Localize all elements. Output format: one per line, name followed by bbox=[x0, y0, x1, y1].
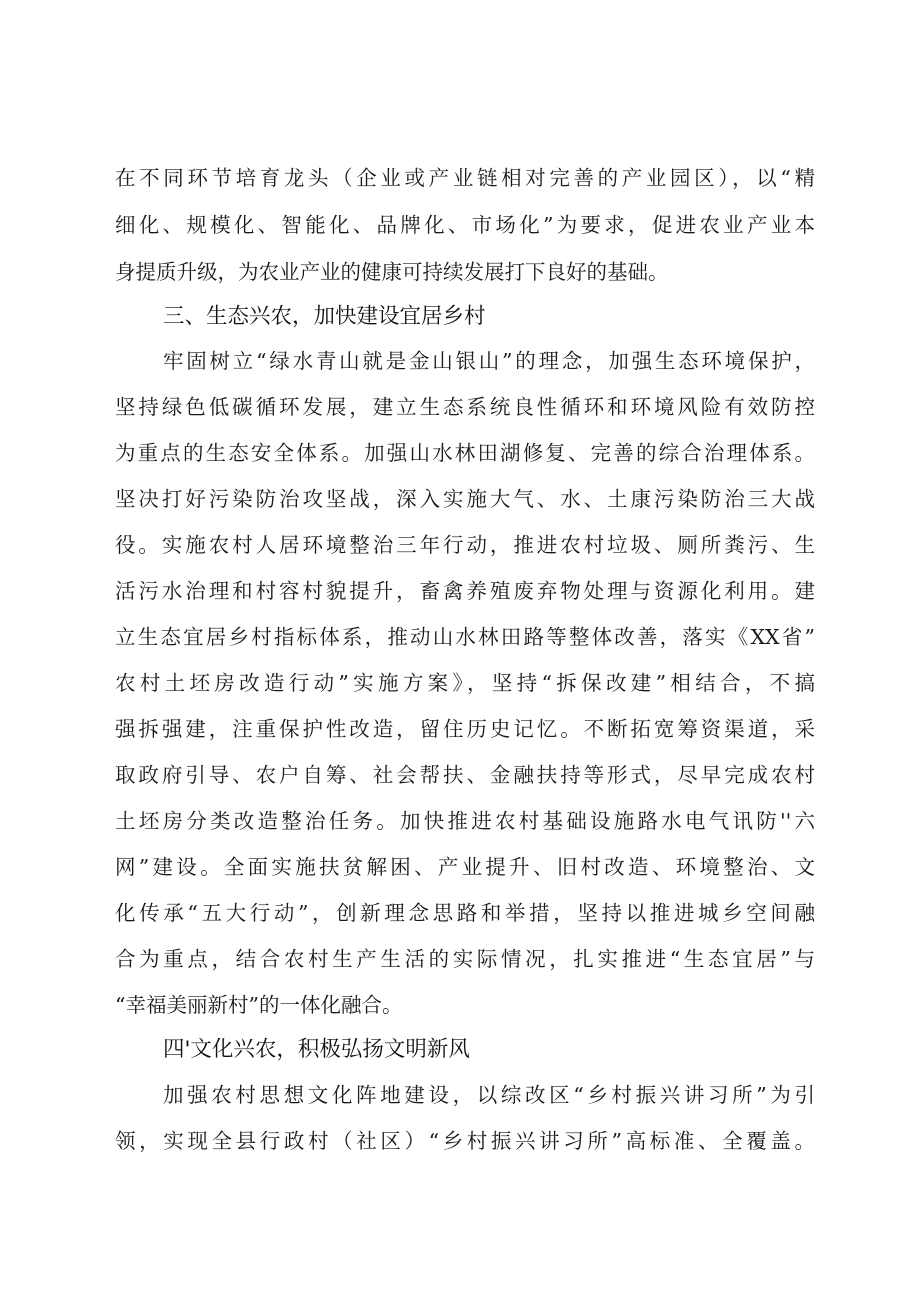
section-heading-3: 三、生态兴农，加快建设宜居乡村 bbox=[163, 304, 486, 329]
body-text-line: 合为重点，结合农村生产生活的实际情况，扎实推进“生态宜居”与 bbox=[115, 947, 815, 971]
body-text-line: 化传承“五大行动”，创新理念思路和举措，坚持以推进城乡空间融 bbox=[115, 901, 815, 925]
body-text-line: 领，实现全县行政村（社区）“乡村振兴讲习所”高标准、全覆盖。 bbox=[115, 1129, 815, 1153]
body-text-line: 土坯房分类改造整治任务。加快推进农村基础设施路水电气讯防''六 bbox=[115, 809, 815, 833]
body-text-line: 取政府引导、农户自筹、社会帮扶、金融扶持等形式，尽早完成农村 bbox=[115, 763, 815, 787]
body-text-line: 立生态宜居乡村指标体系，推动山水林田路等整体改善，落实《XX省” bbox=[115, 625, 815, 649]
body-text-line: 役。实施农村人居环境整治三年行动，推进农村垃圾、厕所粪污、生 bbox=[115, 533, 815, 557]
body-text-line: 牢固树立“绿水青山就是金山银山”的理念，加强生态环境保护， bbox=[163, 349, 815, 373]
body-text-line: 坚持绿色低碳循环发展，建立生态系统良性循环和环境风险有效防控 bbox=[115, 395, 815, 419]
body-text-line: 活污水治理和村容村貌提升，畜禽养殖废弃物处理与资源化利用。建 bbox=[115, 579, 815, 603]
body-text-line: 在不同环节培育龙头（企业或产业链相对完善的产业园区），以“精 bbox=[115, 166, 815, 190]
body-text-line: 为重点的生态安全体系。加强山水林田湖修复、完善的综合治理体系。 bbox=[115, 441, 815, 465]
body-text-line: 坚决打好污染防治攻坚战，深入实施大气、水、土康污染防治三大战 bbox=[115, 487, 815, 511]
body-text-line: 网”建设。全面实施扶贫解困、产业提升、旧村改造、环境整治、文 bbox=[115, 855, 815, 879]
body-text-line: 身提质升级，为农业产业的健康可持续发展打下良好的基础。 bbox=[115, 260, 669, 284]
body-text-line: 加强农村思想文化阵地建设，以综改区“乡村振兴讲习所”为引 bbox=[163, 1083, 815, 1107]
body-text-line: 细化、规模化、智能化、品牌化、市场化”为要求，促进农业产业本 bbox=[115, 213, 815, 237]
body-text-line: 农村土坯房改造行动”实施方案》，坚持“拆保改建”相结合，不搞 bbox=[115, 671, 815, 695]
body-text-line: 强拆强建，注重保护性改造，留住历史记忆。不断拓宽筹资渠道，采 bbox=[115, 717, 815, 741]
section-heading-4: 四'文化兴农，积极弘扬文明新风 bbox=[163, 1037, 470, 1062]
body-text-line: “幸福美丽新村”的一体化融合。 bbox=[115, 993, 403, 1017]
